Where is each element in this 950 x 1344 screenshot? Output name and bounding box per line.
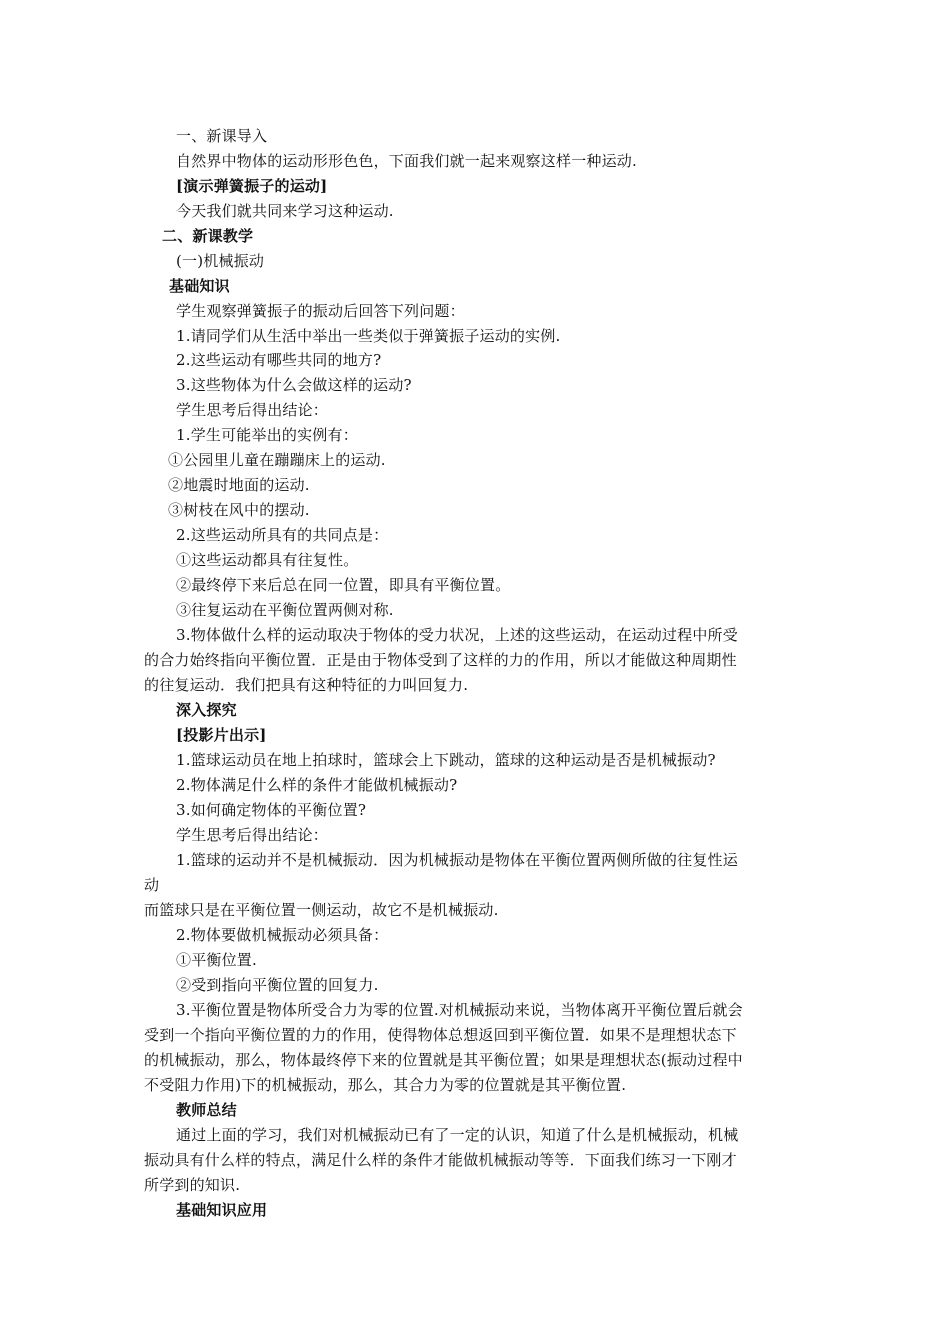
section-heading: 教师总结	[176, 1101, 237, 1119]
paragraph-line: 通过上面的学习，我们对机械振动已有了一定的认识，知道了什么是机械振动，机械	[176, 1126, 739, 1144]
paragraph-line: 1.篮球的运动并不是机械振动．因为机械振动是物体在平衡位置两侧所做的往复性运	[176, 851, 738, 869]
paragraph-line: 动	[144, 876, 160, 894]
paragraph-line: 而篮球只是在平衡位置一侧运动，故它不是机械振动.	[144, 901, 499, 919]
paragraph-line: 受到一个指向平衡位置的力的作用，使得物体总想返回到平衡位置．如果不是理想状态下	[144, 1026, 737, 1044]
paragraph-line: 1.请同学们从生活中举出一些类似于弹簧振子运动的实例.	[176, 327, 561, 345]
paragraph-line: 2.物体满足什么样的条件才能做机械振动?	[176, 776, 458, 794]
list-item: ③树枝在风中的摆动.	[168, 501, 310, 519]
paragraph-line: 1.学生可能举出的实例有：	[176, 426, 358, 444]
section-heading: 深入探究	[176, 701, 237, 719]
list-item: ①这些运动都具有往复性。	[176, 551, 359, 569]
paragraph-line: 今天我们就共同来学习这种运动.	[176, 202, 394, 220]
paragraph-line: 3.如何确定物体的平衡位置?	[176, 801, 367, 819]
paragraph-line: 1.篮球运动员在地上拍球时，篮球会上下跳动，篮球的这种运动是否是机械振动?	[176, 751, 716, 769]
subsection-heading: (一)机械振动	[176, 252, 265, 270]
section-heading: 二、新课教学	[162, 227, 254, 245]
list-item: ③往复运动在平衡位置两侧对称.	[176, 601, 394, 619]
projection-heading: [投影片出示]	[176, 726, 267, 744]
paragraph-line: 2.这些运动有哪些共同的地方?	[176, 351, 382, 369]
list-item: ①平衡位置.	[176, 951, 257, 969]
list-item: ②受到指向平衡位置的回复力.	[176, 976, 379, 994]
list-item: ②最终停下来后总在同一位置，即具有平衡位置。	[176, 576, 511, 594]
paragraph-line: 3.这些物体为什么会做这样的运动?	[176, 376, 412, 394]
paragraph-line: 的往复运动．我们把具有这种特征的力叫回复力.	[144, 676, 469, 694]
paragraph-line: 的合力始终指向平衡位置．正是由于物体受到了这样的力的作用，所以才能做这种周期性	[144, 651, 737, 669]
paragraph-line: 学生思考后得出结论：	[176, 401, 329, 419]
paragraph-line: 所学到的知识.	[144, 1176, 241, 1194]
demo-heading: [演示弹簧振子的运动]	[176, 177, 328, 195]
paragraph-line: 振动具有什么样的特点，满足什么样的条件才能做机械振动等等．下面我们练习一下刚才	[144, 1151, 737, 1169]
paragraph-line: 的机械振动，那么，物体最终停下来的位置就是其平衡位置；如果是理想状态(振动过程中	[144, 1051, 743, 1069]
section-heading: 一、新课导入	[176, 127, 268, 145]
section-heading: 基础知识应用	[176, 1201, 268, 1219]
paragraph-line: 3.平衡位置是物体所受合力为零的位置.对机械振动来说，当物体离开平衡位置后就会	[176, 1001, 743, 1019]
list-item: ①公园里儿童在蹦蹦床上的运动.	[168, 451, 386, 469]
paragraph-line: 自然界中物体的运动形形色色，下面我们就一起来观察这样一种运动.	[176, 152, 637, 170]
paragraph-line: 不受阻力作用)下的机械振动，那么，其合力为零的位置就是其平衡位置.	[144, 1076, 627, 1094]
paragraph-line: 3.物体做什么样的运动取决于物体的受力状况，上述的这些运动，在运动过程中所受	[176, 626, 738, 644]
list-item: ②地震时地面的运动.	[168, 476, 310, 494]
section-heading: 基础知识	[169, 277, 230, 295]
paragraph-line: 学生思考后得出结论：	[176, 826, 329, 844]
paragraph-line: 2.这些运动所具有的共同点是：	[176, 526, 389, 544]
paragraph-line: 2.物体要做机械振动必须具备：	[176, 926, 389, 944]
paragraph-line: 学生观察弹簧振子的振动后回答下列问题：	[176, 302, 465, 320]
